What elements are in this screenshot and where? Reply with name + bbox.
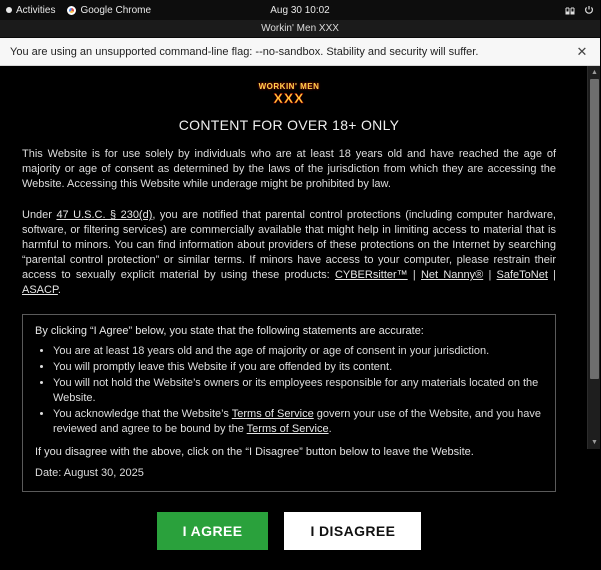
link-net-nanny[interactable]: Net Nanny® xyxy=(420,269,484,281)
link-asacp[interactable]: ASACP xyxy=(22,284,58,296)
chevron-down-icon[interactable]: ▼ xyxy=(591,439,598,446)
b4-pre: You acknowledge that the Website’s xyxy=(53,408,232,420)
unsupported-flag-infobar xyxy=(0,38,600,66)
sep-3: | xyxy=(547,269,556,281)
sep-1: | xyxy=(407,269,421,281)
action-button-row xyxy=(22,512,556,570)
p2-mid: , you are notified that parental control protections (including computer hardware, software, or filtering services) are commercially available that might help in limiting access to material that is harmful to minors. You can find information about providers of these protections on the Internet by searching “parental control protection” or similar terms. If minors have access to your computer, please restrain their access to sexually explicit material by using these products: xyxy=(22,209,556,281)
activities-dot-icon xyxy=(6,7,12,13)
link-47-usc-230d[interactable]: 47 U.S.C. § 230(d) xyxy=(56,209,153,221)
p2-end: . xyxy=(57,284,61,296)
browser-window-title: Workin' Men XXX xyxy=(0,20,600,38)
link-terms-of-service-2[interactable]: Terms of Service xyxy=(246,423,329,435)
logo-line-1: WORKIN' MEN xyxy=(258,82,320,91)
age-verification-content xyxy=(0,66,578,570)
link-cybersitter[interactable]: CYBERsitter™ xyxy=(334,269,408,281)
agreement-bullet-list xyxy=(35,344,543,437)
activities-button[interactable] xyxy=(6,5,55,16)
activities-label: Activities xyxy=(16,4,56,16)
close-icon[interactable]: ✕ xyxy=(576,43,588,59)
site-logo xyxy=(257,82,321,108)
system-top-bar xyxy=(0,0,600,20)
b4-mid: govern your use of the Website, and you have reviewed and agree to be bound by the xyxy=(53,408,541,435)
list-item xyxy=(53,407,543,437)
chrome-icon xyxy=(67,6,76,15)
b4-end: . xyxy=(328,423,332,435)
list-item: • You will promptly leave this Website if you are offended by its content. xyxy=(53,360,543,375)
top-bar-left-group xyxy=(6,5,151,16)
chevron-up-icon[interactable]: ▲ xyxy=(591,69,598,76)
top-bar-status-group[interactable] xyxy=(565,5,594,15)
page-title: CONTENT FOR OVER 18+ ONLY xyxy=(178,117,400,133)
logo-line-2: XXX xyxy=(273,90,305,106)
list-item: • You are at least 18 years old and the age of majority or age of consent in your jurisdiction. xyxy=(53,344,543,359)
paragraph-age-requirement: This Website is for use solely by individuals who are at least 18 years old and have reached the age of majority or age of consent as determined by the laws of the jurisdiction from which they are accessing the Website. Accessing this Website while underage might be prohibited by law. xyxy=(22,148,556,190)
date-stamp: Date: August 30, 2025 xyxy=(35,467,144,479)
power-icon[interactable] xyxy=(584,5,594,15)
page-scrollbar[interactable] xyxy=(587,66,600,449)
page-viewport xyxy=(0,66,600,539)
sep-2: | xyxy=(483,269,497,281)
agree-button[interactable]: I AGREE xyxy=(157,512,269,550)
infobar-message: You are using an unsupported command-line flag: --no-sandbox. Stability and security will suffer. xyxy=(10,45,479,58)
agreement-box-title: By clicking “I Agree” below, you state that the following statements are accurate: xyxy=(35,325,424,337)
paragraph-parental-controls xyxy=(22,208,556,298)
list-item: • You will not hold the Website’s owners or its employees responsible for any materials located on the Website. xyxy=(53,376,543,406)
agreement-box xyxy=(22,314,556,492)
network-icon[interactable] xyxy=(565,5,575,15)
disagree-button[interactable]: I DISAGREE xyxy=(284,512,421,550)
disagree-instruction: If you disagree with the above, click on the “I Disagree” button below to leave the Website. xyxy=(35,446,474,458)
scrollbar-thumb[interactable] xyxy=(590,79,599,379)
chrome-label: Google Chrome xyxy=(80,4,152,16)
chrome-window-button[interactable] xyxy=(67,5,151,16)
link-safetonet[interactable]: SafeToNet xyxy=(496,269,548,281)
link-terms-of-service-1[interactable]: Terms of Service xyxy=(231,408,314,420)
p2-pre: Under xyxy=(22,209,57,221)
clock: Aug 30 10:02 xyxy=(270,4,330,16)
